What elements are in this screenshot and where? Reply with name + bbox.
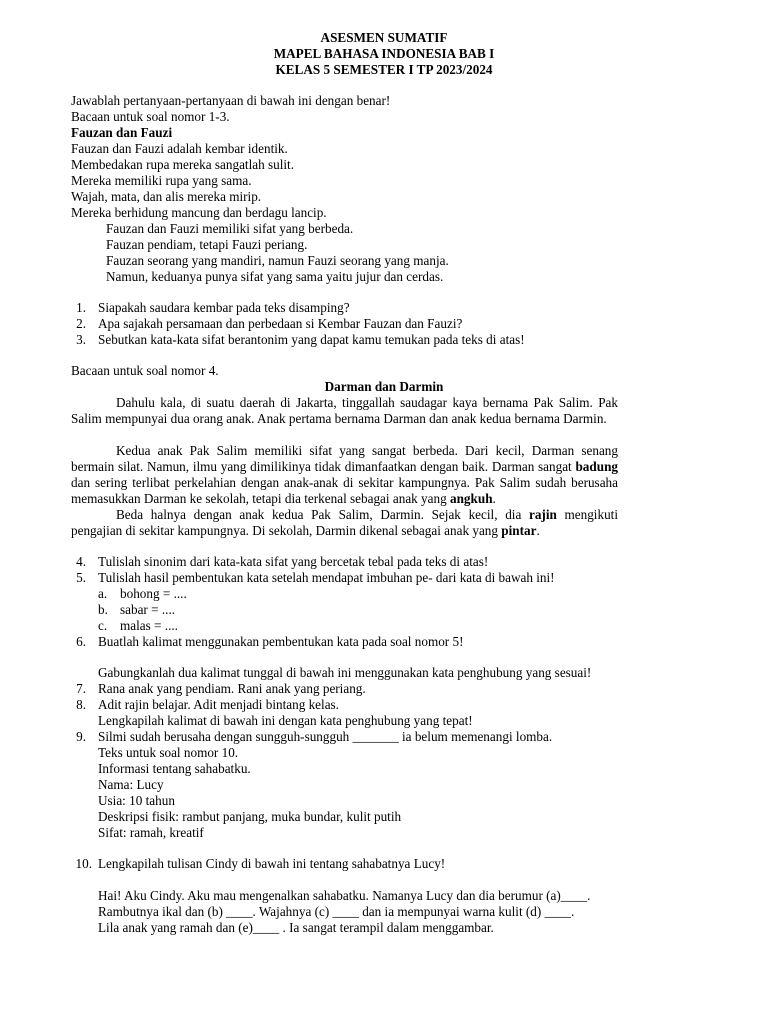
passage2-paragraph-1: Dahulu kala, di suatu daerah di Jakarta, tinggallah saudagar kaya bernama Pak Salim. Pak Salim mempunyai dua orang anak. Anak pertama bernama Darman dan anak kedua bernama Darmin.: [71, 395, 618, 426]
passage1-indented-line: Namun, keduanya punya sifat yang sama yaitu jujur dan cerdas.: [106, 269, 444, 284]
sub-item-letter: a.: [98, 586, 108, 601]
question-text: Rana anak yang pendiam. Rani anak yang periang.: [98, 681, 366, 696]
text10-age: Usia: 10 tahun: [98, 793, 175, 808]
question-text: Tulislah hasil pembentukan kata setelah mendapat imbuhan pe- dari kata di bawah ini!: [98, 570, 555, 585]
question-text: Adit rajin belajar. Adit menjadi bintang kelas.: [98, 697, 339, 712]
text10-heading: Informasi tentang sahabatku.: [98, 761, 251, 776]
sub-item-text: bohong = ....: [120, 586, 187, 601]
reading-label-4: Bacaan untuk soal nomor 4.: [71, 363, 219, 378]
question-number: 9.: [76, 729, 86, 744]
passage1-line: Mereka berhidung mancung dan berdagu lancip.: [71, 205, 327, 220]
sub-item-text: sabar = ....: [120, 602, 176, 617]
sub-item-letter: b.: [98, 602, 108, 617]
passage1-line: Fauzan dan Fauzi adalah kembar identik.: [71, 141, 288, 156]
reading-label-1-3: Bacaan untuk soal nomor 1-3.: [71, 109, 230, 124]
bold-word: angkuh: [450, 491, 493, 506]
cloze-line-3: Lila anak yang ramah dan (e)____ . Ia sangat terampil dalam menggambar.: [98, 920, 494, 935]
passage2-title: Darman dan Darmin: [324, 379, 444, 394]
passage1-indented-line: Fauzan seorang yang mandiri, namun Fauzi seorang yang manja.: [106, 253, 449, 268]
question-number: 5.: [76, 570, 86, 585]
header-line-1: ASESMEN SUMATIF: [320, 30, 448, 45]
question-text: Buatlah kalimat menggunakan pembentukan kata pada soal nomor 5!: [98, 634, 464, 649]
cloze-line-1: Hai! Aku Cindy. Aku mau mengenalkan sahabatku. Namanya Lucy dan dia berumur (a)____.: [98, 888, 591, 903]
question-number: 1.: [76, 300, 86, 315]
instruction-9: Lengkapilah kalimat di bawah ini dengan kata penghubung yang tepat!: [98, 713, 473, 728]
text10-name: Nama: Lucy: [98, 777, 164, 792]
passage1-line: Mereka memiliki rupa yang sama.: [71, 173, 252, 188]
question-text: Apa sajakah persamaan dan perbedaan si Kembar Fauzan dan Fauzi?: [98, 316, 463, 331]
passage2-paragraph-2: Kedua anak Pak Salim memiliki sifat yang sangat berbeda. Dari kecil, Darman senang bermain silat. Namun, ilmu yang dimilikinya tidak dimanfaatkan dengan baik. Darman sangat badung dan sering terlibat perkelahian dengan anak-anak di sekitar kampungnya. Pak Salim sudah berusaha memasukkan Darman ke sekolah, tetapi dia terkenal sebagai anak yang angkuh.: [71, 443, 618, 506]
passage1-title: Fauzan dan Fauzi: [71, 125, 173, 140]
passage1-line: Wajah, mata, dan alis mereka mirip.: [71, 189, 262, 204]
question-number: 10.: [75, 856, 92, 871]
passage1-indented-line: Fauzan pendiam, tetapi Fauzi periang.: [106, 237, 308, 252]
header-line-2: MAPEL BAHASA INDONESIA BAB I: [273, 46, 495, 61]
question-text: Sebutkan kata-kata sifat berantonim yang dapat kamu temukan pada teks di atas!: [98, 332, 525, 347]
bold-word: badung: [575, 459, 618, 474]
text10-traits: Sifat: ramah, kreatif: [98, 825, 204, 840]
question-number: 7.: [76, 681, 86, 696]
question-number: 6.: [76, 634, 86, 649]
bold-word: pintar: [501, 523, 537, 538]
passage1-line: Membedakan rupa mereka sangatlah sulit.: [71, 157, 295, 172]
bold-word: rajin: [528, 507, 557, 522]
question-number: 8.: [76, 697, 86, 712]
sub-item-letter: c.: [98, 618, 108, 633]
question-text: Silmi sudah berusaha dengan sungguh-sungguh _______ ia belum memenangi lomba.: [98, 729, 553, 744]
question-text: Siapakah saudara kembar pada teks disamping?: [98, 300, 350, 315]
passage2-paragraph-3: Beda halnya dengan anak kedua Pak Salim, Darmin. Sejak kecil, dia rajin mengikuti pengajian di sekitar kampungnya. Di sekolah, Darmin dikenal sebagai anak yang pintar.: [71, 507, 618, 538]
sub-item-text: malas = ....: [120, 618, 178, 633]
instruction-7-8: Gabungkanlah dua kalimat tunggal di bawah ini menggunakan kata penghubung yang sesuai!: [98, 665, 592, 680]
text10-label: Teks untuk soal nomor 10.: [98, 745, 239, 760]
question-number: 4.: [76, 554, 86, 569]
passage1-indented-line: Fauzan dan Fauzi memiliki sifat yang berbeda.: [106, 221, 354, 236]
cloze-line-2: Rambutnya ikal dan (b) ____. Wajahnya (c) ____ dan ia mempunyai warna kulit (d) ____.: [98, 904, 575, 919]
question-text: Lengkapilah tulisan Cindy di bawah ini tentang sahabatnya Lucy!: [98, 856, 446, 871]
question-number: 2.: [76, 316, 86, 331]
text10-physical: Deskripsi fisik: rambut panjang, muka bundar, kulit putih: [98, 809, 402, 824]
question-text: Tulislah sinonim dari kata-kata sifat yang bercetak tebal pada teks di atas!: [98, 554, 489, 569]
header-line-3: KELAS 5 SEMESTER I TP 2023/2024: [275, 62, 493, 77]
question-number: 3.: [76, 332, 86, 347]
instruction: Jawablah pertanyaan-pertanyaan di bawah ini dengan benar!: [71, 93, 391, 108]
